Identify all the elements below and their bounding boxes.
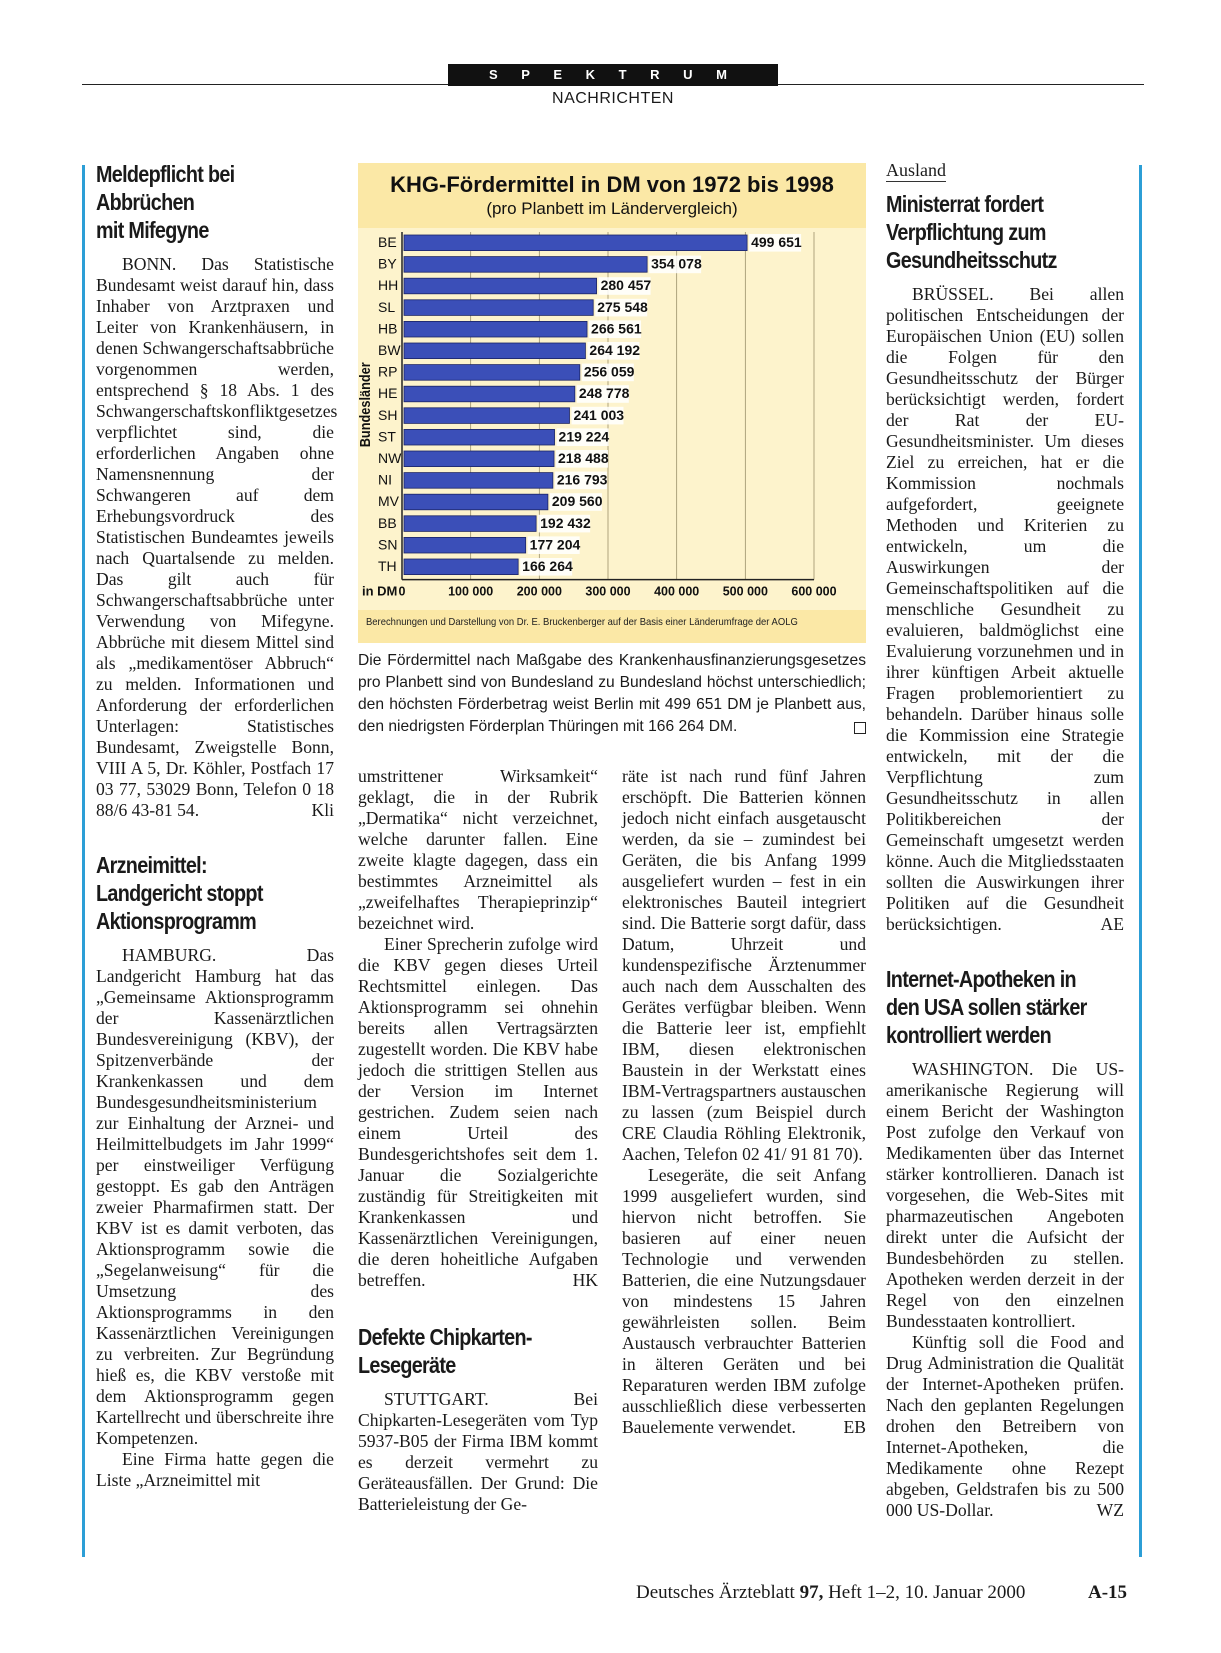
value-label: 280 457 [600,277,652,294]
category-label: NW [378,450,402,466]
category-label: BE [378,234,397,250]
x-tick-label: 500 000 [722,584,768,599]
bar [404,278,597,294]
author-signature: HK [572,1270,598,1290]
bar [404,365,580,381]
article-meldepflicht [96,160,338,821]
left-accent-bar [82,165,85,1557]
subsection-label: NACHRICHTEN [552,90,674,107]
headline-line: Ministerrat fordert [886,191,1044,217]
body-text: STUTTGART. Bei Chipkarten-Lesegeräten vom Typ 5937-B05 der Firma IBM kommt es derzeit vermehrt zu Geräteausfällen. Der Grund: Die Batterieleistung der Ge- [358,1389,598,1514]
value-label: 256 059 [583,363,635,380]
value-label: 166 264 [522,558,573,574]
author-signature: Kli [311,800,334,820]
value-label: 275 548 [597,298,648,315]
column-3 [622,766,866,1438]
body-text: HAMBURG. Das Landgericht Hamburg hat das „Gemeinsame Aktionsprogramm der Kassenärztlichen Bundesvereinigung (KBV), der Spitzenverbände der Krankenkassen und dem Bundesgesundheitsministerium zur Einhaltung der Arznei- und Heilmittelbudgets im Jahr 1999“ per einstweiliger Verfügung gestoppt. Es gab den Anträgen zweier Pharmafirmen statt. Der KBV ist es damit verboten, das Aktionsprogramm sowie die „Segelanweisung“ für die Umsetzung des Aktionsprogramms in den Kassenärztlichen Vereinigungen zu verbreiten. Zur Begründung hieß es, die KBV verstoße mit dem Aktionsprogramm gegen Kartellrecht und überschreite ihre Kompetenzen. [96,945,334,1448]
bar [404,300,593,316]
chart-subtitle: (pro Planbett im Ländervergleich) [486,199,738,218]
x-tick-label: 0 [398,584,406,599]
body-text: WASHINGTON. Die US-amerikanische Regierung will einem Bericht der Washington Post zufolge den Verkauf von Medikamenten über das Internet stärker kontrollieren. Danach ist vorgesehen, die Web-Sites mit pharmazeutischen Angeboten direkt unter die Aufsicht der Bundesbehörden zu stellen. Apotheken werden derzeit in der Regel von den einzelnen Bundesstaaten kontrolliert. [886,1059,1124,1331]
section-label: S P E K T R U M [448,64,778,86]
value-label: 218 488 [558,450,609,466]
value-label: 248 778 [578,385,630,402]
article-arzneimittel [96,851,334,1491]
bar [404,321,587,337]
value-label: 216 793 [556,471,608,488]
bar [404,408,569,424]
journal-name: Deutsches Ärzteblatt [636,1582,795,1603]
headline-line: Internet-Apotheken in [886,966,1076,992]
bar [404,235,747,251]
author-signature: WZ [1096,1500,1124,1520]
value-label: 192 432 [540,514,591,531]
chart-caption [358,650,866,738]
bar [404,473,553,489]
headline-chipkarten [358,1323,564,1379]
journal-volume: 97, [799,1582,824,1603]
category-label: BW [378,342,401,358]
category-label: SN [378,536,398,553]
x-tick-label: 600 000 [791,584,837,599]
body-text: Eine Firma hatte gegen die Liste „Arzneimittel mit [96,1449,334,1490]
bar [404,559,518,575]
headline-line: Landgericht stoppt [96,880,263,906]
body-text-content: Lesegeräte, die seit Anfang 1999 ausgeliefert wurden, sind hiervon nicht betroffen. Sie basieren auf einer neuen Technologie und verwenden Batterien, die eine Nutzungsdauer von mindestens 15 Jahren gewährleisten sollen. Beim Austausch verbrauchter Batterien in älteren Geräten und bei Reparaturen werden IBM zufolge ausschließlich diese verbesserten Bauelemente verwendet. [622,1165,866,1437]
value-label: 354 078 [651,255,702,272]
headline-ministerrat [886,190,1091,274]
bar [404,516,536,532]
right-accent-bar [1139,165,1142,1557]
bar [404,537,526,553]
category-label: HH [378,277,399,294]
category-label: TH [378,558,397,574]
chart-caption-text: Die Fördermittel nach Maßgabe des Krankenhausfinanzierungsgesetzes pro Planbett sind von Bundesland zu Bundesland höchst unterschiedlich; den höchsten Förderbetrag weist Berlin mit 499 651 DM je Planbett aus, den niedrigsten Förderplan Thüringen mit 166 264 DM. [358,652,866,735]
headline-line: Lesegeräte [358,1352,456,1378]
footer-citation [636,1582,1025,1604]
headline-internet [886,965,1091,1049]
y-axis-label: Bundesländer [355,362,374,448]
headline-meldepflicht [96,160,301,244]
value-label: 266 561 [591,320,642,337]
bar-chart [355,228,866,610]
column-4 [886,160,1124,1521]
body-text: umstrittener Wirksamkeit“ geklagt, die in der Rubrik „Dermatika“ nicht verzeichnet, welche darunter fallen. Eine zweite klagte dagegen, dass ein bestimmtes Arzneimittel als „zweifelhaftes Therapieprinzip“ bezeichnet wird. [358,766,598,933]
headline-line: kontrolliert werden [886,1022,1051,1048]
bar [404,386,575,402]
body-text [886,284,1124,935]
x-tick-label: 300 000 [585,584,631,599]
author-signature: AE [1100,914,1124,934]
x-axis-label: in DM [362,583,398,599]
body-text-content: Einer Sprecherin zufolge wird die KBV gegen dieses Urteil Rechtsmittel einlegen. Das Aktionsprogramm sei ohnehin bereits allen Vertragsärzten zugestellt worden. Die KBV habe jedoch die strittigen Stellen aus der Version im Internet gestrichen. Zudem seien nach einem Urteil des Bundesgerichtshofes seit dem 1. Januar die Sozialgerichte zuständig für Streitigkeiten mit Krankenkassen und Kassenärztlichen Vereinigungen, die deren hoheitliche Aufgaben betreffen. [358,934,598,1290]
category-label: SL [378,298,396,315]
chart-title: KHG-Fördermittel in DM von 1972 bis 1998 [390,172,834,197]
bar [404,343,585,359]
journal-issue: Heft 1–2, 10. Januar 2000 [828,1582,1026,1603]
body-text-content: BRÜSSEL. Bei allen politischen Entscheidungen der Europäischen Union (EU) sollen die Folgen für den Gesundheitsschutz der Bürger berücksichtigt werden, fordert der Rat der EU-Gesundheitsminister. Um dieses Ziel zu erreichen, hat er die Kommission nochmals aufgefordert, geeignete Methoden und Kriterien zu entwickeln, um die Auswirkungen der Gemeinschaftspolitiken auf die menschliche Gesundheit zu evaluieren, baldmöglichst eine Evaluierung vorzunehmen und in ihrer künftigen Arbeit aktuelle Fragen problemorientiert zu behandeln. Darüber hinaus solle die Kommission eine Strategie entwickeln, mit der die Verpflichtung zum Gesundheitsschutz in allen Politikbereichen der Gemeinschaft umgesetzt werden könne. Auch die Mitgliedsstaaten sollten die Auswirkungen ihrer Politiken auf die Gesundheit berücksichtigen. [886,284,1124,934]
bar [404,494,548,510]
page-number: A-15 [1088,1582,1128,1603]
category-label: SH [378,406,398,423]
body-text [358,934,598,1291]
value-label: 499 651 [751,234,802,250]
body-text [622,1165,866,1438]
rubric-label: Ausland [886,160,946,180]
category-label: RP [378,363,398,380]
body-text [886,1332,1124,1521]
value-label: 219 224 [558,428,610,445]
x-tick-label: 200 000 [516,584,562,599]
category-label: BY [378,255,397,272]
headline-line: Verpflichtung zum [886,219,1046,245]
headline-line: Gesundheitsschutz [886,247,1057,273]
value-label: 177 204 [529,536,581,553]
column-1 [96,160,338,1491]
bar [404,429,555,445]
headline-line: Meldepflicht bei [96,161,235,187]
value-label: 241 003 [573,406,625,423]
body-text-content: BONN. Das Statistische Bundesamt weist darauf hin, dass Inhaber von Arztpraxen und Leiter von Krankenhäusern, in denen Schwangerschaftsabbrüche vorgenommen werden, entsprechend § 18 Abs. 1 des Schwangerschaftskonfliktgesetzes verpflichtet sind, die erforderlichen Angaben ohne Namensnennung der Schwangeren auf dem Erhebungsvordruck des Statistischen Bundeamtes jeweils nach Quartalsende zu melden. Das gilt auch für Schwangerschaftsabbrüche unter Verwendung von Mifegyne. Abbrüche mit diesem Mittel sind als „medikamentöser Abbruch“ zu melden. Informationen und Anforderung der erforderlichen Unterlagen: Statistisches Bundesamt, Zweigstelle Bonn, VIII A 5, Dr. Köhler, Postfach 17 03 77, 53029 Bonn, Telefon 0 18 88/6 43-81 54. [96,254,338,820]
chart-source: Berechnungen und Darstellung von Dr. E. Bruckenberger auf der Basis einer Länderumfrage der AOLG [366,616,798,628]
headline-line: den USA sollen stärker [886,994,1087,1020]
end-mark-icon [854,722,866,734]
author-signature: EB [843,1417,866,1437]
headline-arzneimittel [96,851,301,935]
headline-line: mit Mifegyne [96,217,209,243]
category-label: ST [378,428,396,445]
category-label: HE [378,385,398,402]
value-label: 209 560 [551,493,603,510]
headline-line: Arzneimittel: [96,852,207,878]
category-label: BB [378,514,397,531]
body-text: räte ist nach rund fünf Jahren erschöpft. Die Batterien können jedoch nicht einfach ausgetauscht werden, da sie – zumindest bei Geräten, die bis Anfang 1999 ausgeliefert wurden – fest in ein elektronisches Bauteil integriert sind. Die Batterie sorgt dafür, dass Datum, Uhrzeit und kundenspezifische Ärztenummer auch nach dem Ausschalten des Gerätes verfügbar bleiben. Wenn die Batterie leer ist, empfiehlt IBM, diesen elektronischen Baustein in der Werkstatt eines IBM-Vertragspartners austauschen zu lassen (zum Beispiel durch CRE Claudia Röhling Elektronik, Aachen, Telefon 02 41/ 91 81 70). [622,766,866,1164]
value-label: 264 192 [589,342,641,358]
x-tick-label: 100 000 [448,584,494,599]
category-label: MV [378,493,399,510]
body-text-content: Künftig soll die Food and Drug Administration die Qualität der Internet-Apotheken prüfen. Nach den geplanten Regelungen drohen den Betreibern von Internet-Apotheken, die Medikamente ohne Rezept abgeben, Geldstrafen bis zu 500 000 US-Dollar. [886,1332,1124,1520]
body-text [96,254,338,821]
headline-line: Abbrüchen [96,189,195,215]
bar [404,257,647,273]
category-label: HB [378,320,398,337]
column-2 [358,766,598,1515]
headline-line: Defekte Chipkarten- [358,1324,532,1350]
chart-plot-area [355,228,866,610]
headline-line: Aktionsprogramm [96,908,257,934]
category-label: NI [378,471,392,488]
bar [404,451,554,467]
x-tick-label: 400 000 [654,584,700,599]
